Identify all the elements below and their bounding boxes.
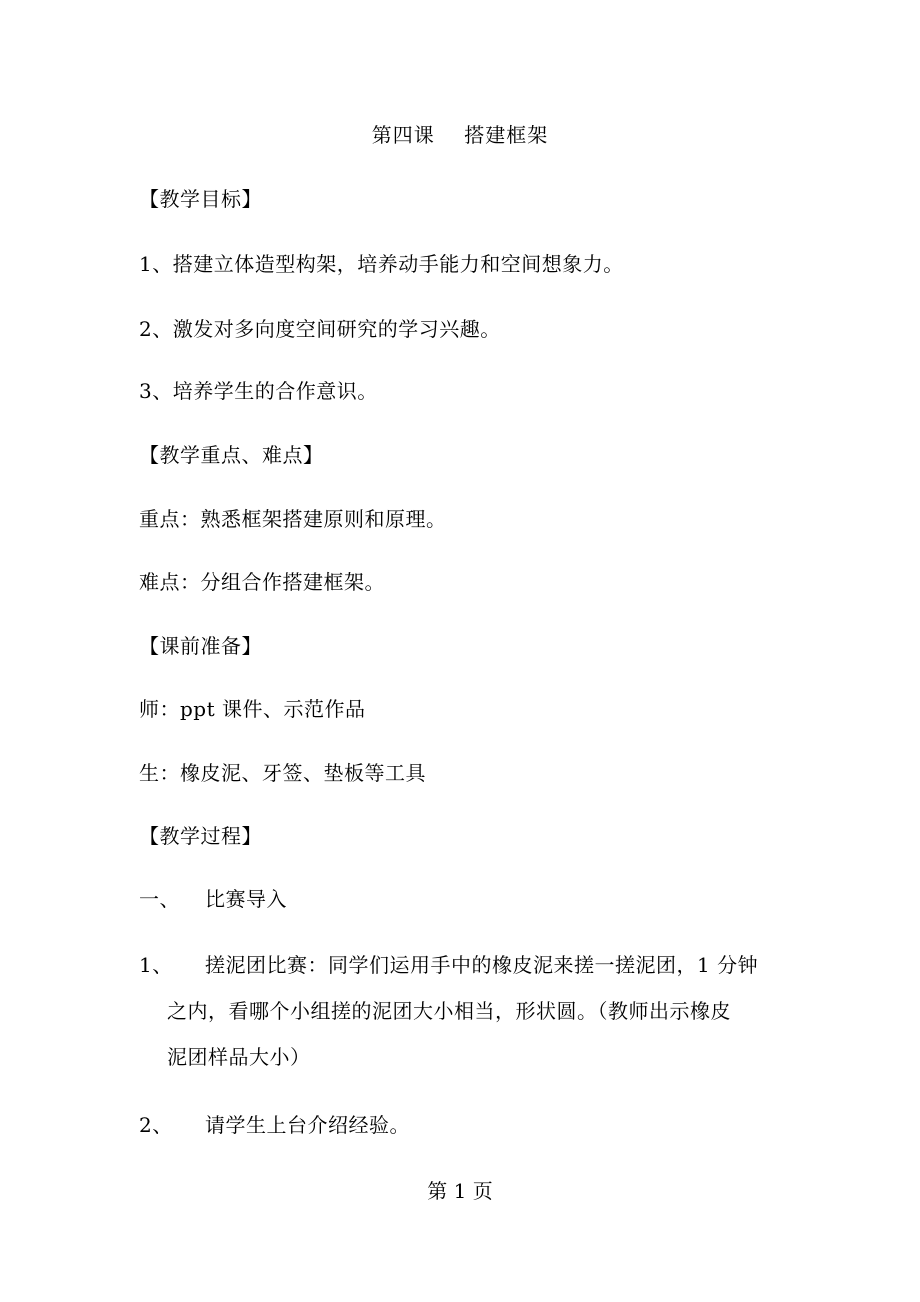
step-one-line: 之内，看哪个小组搓的泥团大小相当，形状圆。（教师出示橡皮	[167, 999, 731, 1023]
step-one-line: 搓泥团比赛：同学们运用手中的橡皮泥来搓一搓泥团，1 分钟	[205, 953, 759, 977]
step-two-label: 请学生上台介绍经验。	[205, 1113, 410, 1137]
section-one-label: 比赛导入	[205, 887, 287, 911]
step-one-line: 泥团样品大小）	[167, 1045, 311, 1069]
student-preparation: 生：橡皮泥、牙签、垫板等工具	[139, 761, 426, 785]
teacher-preparation: 师：ppt 课件、示范作品	[139, 697, 366, 721]
process-heading: 【教学过程】	[139, 824, 262, 848]
difficult-point: 难点：分组合作搭建框架。	[139, 570, 385, 594]
preparation-heading: 【课前准备】	[139, 634, 262, 658]
step-two-number: 2、	[139, 1113, 173, 1137]
page-number: 第 1 页	[427, 1179, 493, 1203]
step-one-number: 1、	[139, 953, 173, 977]
key-points-heading: 【教学重点、难点】	[139, 443, 324, 467]
section-one-number: 一、	[139, 887, 180, 911]
key-point: 重点：熟悉框架搭建原则和原理。	[139, 507, 447, 531]
objective-item: 3、培养学生的合作意识。	[139, 379, 378, 403]
lesson-title: 第四课 搭建框架	[371, 123, 549, 147]
objectives-heading: 【教学目标】	[139, 187, 262, 211]
objective-item: 2、激发对多向度空间研究的学习兴趣。	[139, 317, 501, 341]
objective-item: 1、搭建立体造型构架，培养动手能力和空间想象力。	[139, 252, 624, 276]
